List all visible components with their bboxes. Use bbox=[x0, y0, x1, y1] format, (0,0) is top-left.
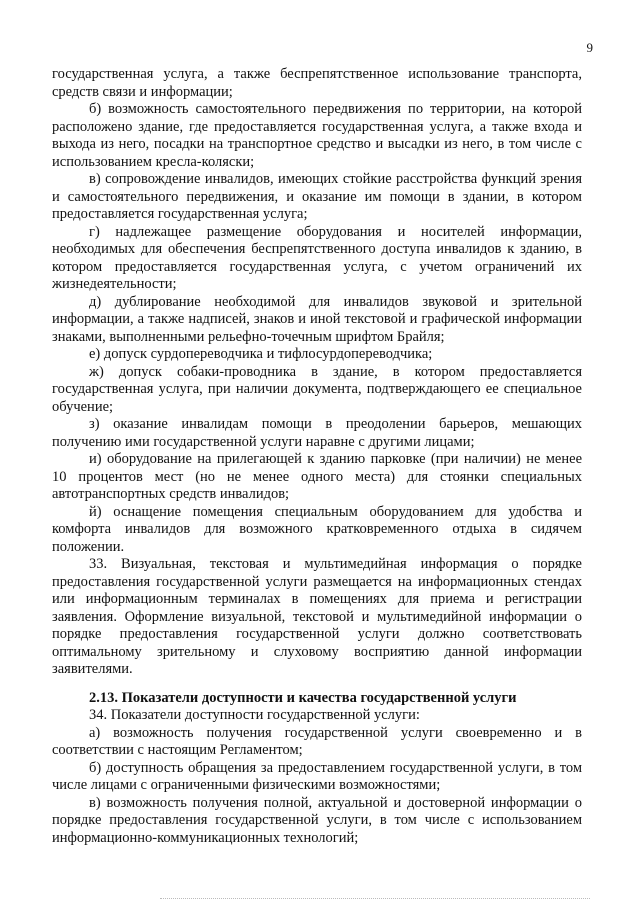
paragraph: в) возможность получения полной, актуальной и достоверной информации о порядке предоставления государственной услуги, в том числе с использованием информационно-коммуникационных технологий; bbox=[52, 794, 582, 846]
paragraph: и) оборудование на прилегающей к зданию парковке (при наличии) не менее 10 процентов мест (но не менее одного места) для стоянки специальных автотранспортных средств инвалидов; bbox=[52, 451, 582, 502]
paragraph: а) возможность получения государственной услуги своевременно и в соответствии с настоящим Регламентом; bbox=[52, 724, 582, 758]
paragraph: ж) допуск собаки-проводника в здание, в котором предоставляется государственная услуга, при наличии документа, подтверждающего ее специальное обучение; bbox=[52, 363, 582, 415]
paragraph: й) оснащение помещения специальным оборудованием для удобства и комфорта инвалидов для возможного кратковременного отдыха в сидячем положении. bbox=[52, 503, 582, 555]
paragraph: з) оказание инвалидам помощи в преодолении барьеров, мешающих получению ими государственной услуги наравне с другими лицами; bbox=[52, 416, 582, 450]
paragraph: б) возможность самостоятельного передвижения по территории, на которой расположено здание, где предоставляется государственная услуга, а также входа и выхода из него, посадки на транспортное средство и высадки из него, в том числе с использованием кресла-коляски; bbox=[52, 101, 582, 170]
paragraph: 34. Показатели доступности государственной услуги: bbox=[89, 707, 420, 723]
paragraph: 33. Визуальная, текстовая и мультимедийная информация о порядке предоставления государственной услуги размещается на информационных стендах или информационным терминалах в помещениях для приема и регистрации заявления. Оформление визуальной, текстовой и мультимедийной информации о порядке предоставления государственной услуги должно соответствовать оптимальному зрительному и слуховому восприятию данной информации заявителями. bbox=[52, 556, 582, 677]
paragraph: г) надлежащее размещение оборудования и носителей информации, необходимых для обеспечения беспрепятственного доступа инвалидов к зданию, в котором предоставляется государственная услуга, с учетом ограничений их жизнедеятельности; bbox=[52, 223, 582, 292]
paragraphs-before-heading bbox=[52, 66, 582, 679]
paragraph: государственная услуга, а также беспрепятственное использование транспорта, средств связи и информации; bbox=[52, 66, 582, 100]
paragraph: е) допуск сурдопереводчика и тифлосурдопереводчика; bbox=[89, 346, 433, 362]
section-heading: 2.13. Показатели доступности и качества государственной услуги bbox=[89, 689, 517, 706]
document-body bbox=[52, 66, 582, 847]
paragraph: д) дублирование необходимой для инвалидов звуковой и зрительной информации, а также надписей, знаков и иной текстовой и графической информации знаками, выполненными рельефно-точечным шрифтом Брайля; bbox=[52, 293, 582, 345]
paragraphs-after-heading bbox=[52, 707, 582, 847]
page-number: 9 bbox=[586, 40, 593, 55]
scan-edge-line bbox=[160, 898, 590, 899]
paragraph: б) доступность обращения за предоставлением государственной услуги, в том числе лицами с ограниченными физическими возможностями; bbox=[52, 759, 582, 793]
paragraph: в) сопровождение инвалидов, имеющих стойкие расстройства функций зрения и самостоятельного передвижения, и оказание им помощи в здании, в котором предоставляется государственная услуга; bbox=[52, 171, 582, 222]
